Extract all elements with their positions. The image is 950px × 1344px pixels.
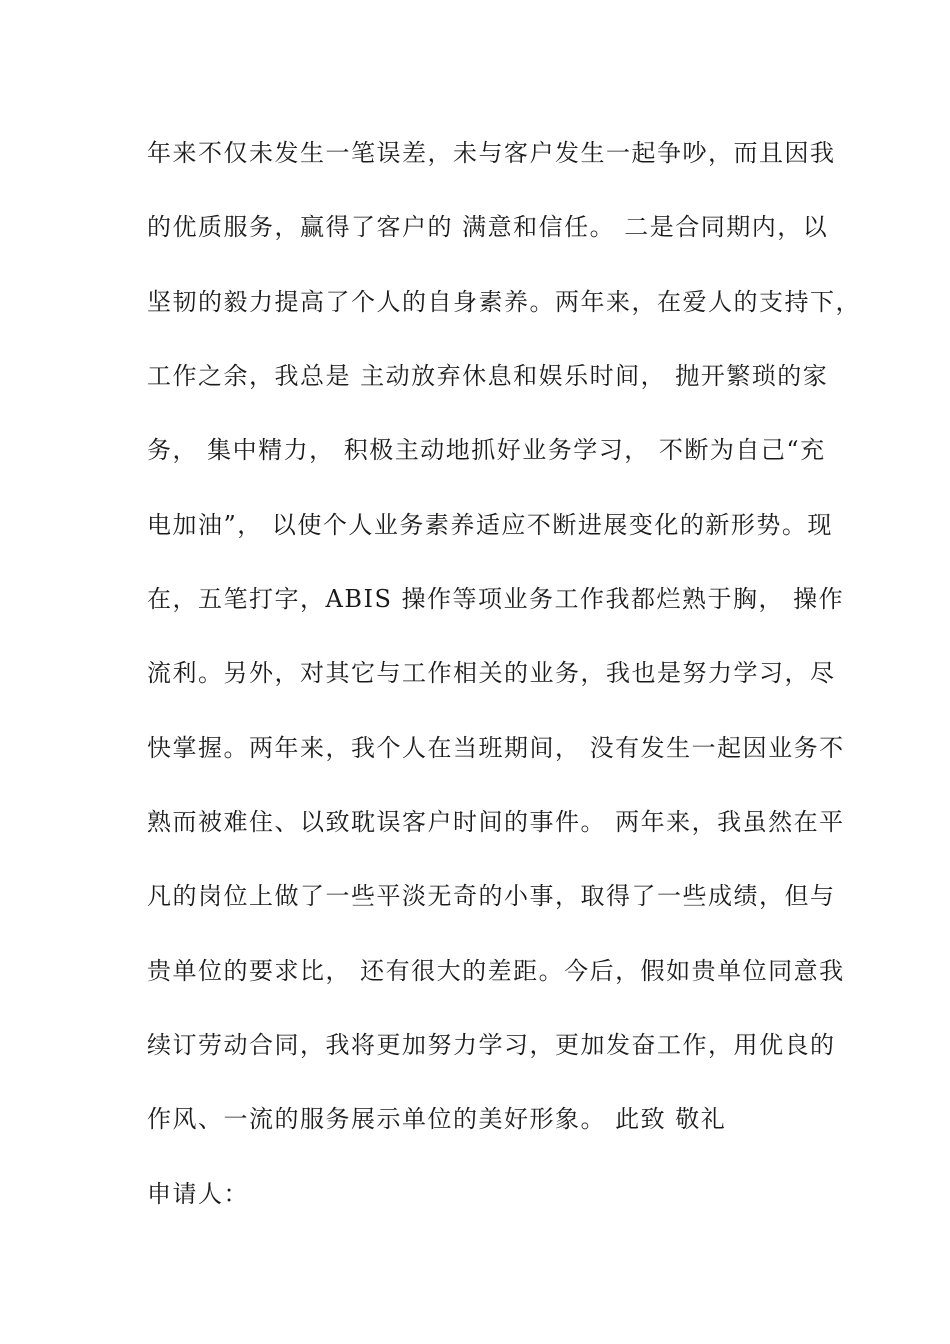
body-line-14: 作风、一流的服务展示单位的美好形象。 此致 敬礼 bbox=[147, 1105, 727, 1133]
body-line-13: 续订劳动合同，我将更加努力学习，更加发奋工作，用优良的 bbox=[147, 1031, 836, 1059]
body-line-7: 在，五笔打字，ABIS 操作等项业务工作我都烂熟于胸， 操作 bbox=[147, 585, 845, 613]
body-line-2: 的优质服务，赢得了客户的 满意和信任。 二是合同期内，以 bbox=[147, 213, 829, 241]
signature-label: 申请人： bbox=[147, 1180, 249, 1208]
body-line-11: 凡的岗位上做了一些平淡无奇的小事，取得了一些成绩，但与 bbox=[147, 882, 836, 910]
body-line-4: 工作之余，我总是 主动放弃休息和娱乐时间， 抛开繁琐的家 bbox=[147, 362, 829, 390]
body-line-10: 熟而被难住、以致耽误客户时间的事件。 两年来，我虽然在平 bbox=[147, 808, 845, 836]
body-line-8: 流利。另外，对其它与工作相关的业务，我也是努力学习，尽 bbox=[147, 659, 836, 687]
body-line-3: 坚韧的毅力提高了个人的自身素养。两年来，在爱人的支持下， bbox=[147, 288, 861, 316]
body-line-12: 贵单位的要求比， 还有很大的差距。今后，假如贵单位同意我 bbox=[147, 957, 845, 985]
body-line-1: 年来不仅未发生一笔误差，未与客户发生一起争吵，而且因我 bbox=[147, 139, 836, 167]
body-line-5: 务， 集中精力， 积极主动地抓好业务学习， 不断为自己“充 bbox=[147, 436, 826, 464]
body-line-6: 电加油”， 以使个人业务素养适应不断进展变化的新形势。现 bbox=[147, 511, 833, 539]
body-line-9: 快掌握。两年来，我个人在当班期间， 没有发生一起因业务不 bbox=[147, 734, 845, 762]
